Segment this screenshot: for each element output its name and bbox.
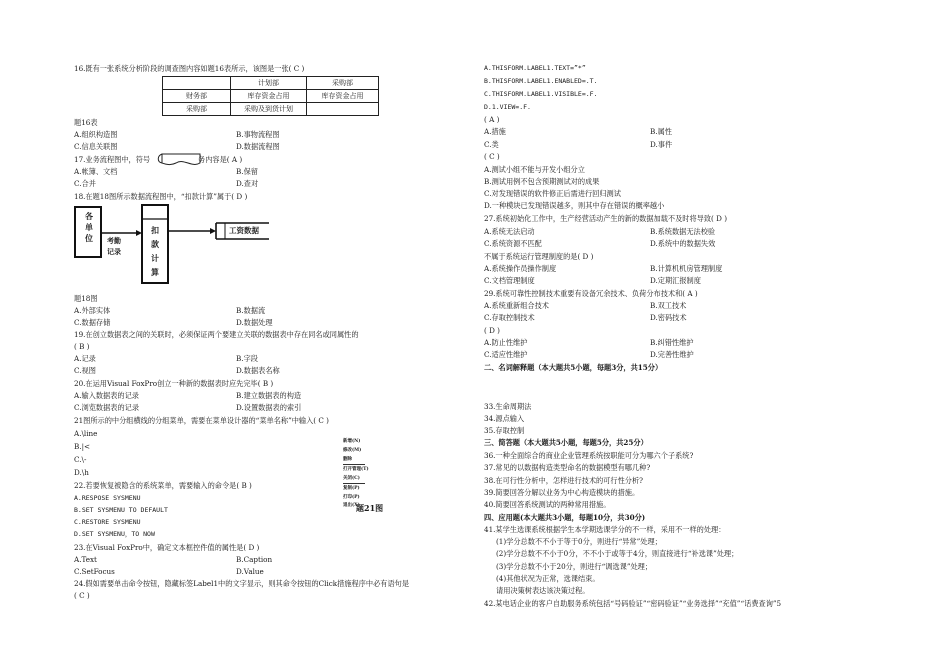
list-item: (2)学分总数不不小于0分，不不小于或等于4分，则直接进行“补选课”处理；: [496, 549, 739, 558]
question-27: 27.系统初始化工作中，生产经营活动产生的新的数据加载不及时将导致( D ): [484, 214, 727, 223]
table-cell: 采购及到货计划: [231, 103, 307, 116]
option: A.输入数据表的记录: [74, 391, 139, 400]
option: D.设置数据表的索引: [236, 403, 302, 412]
data-store-label: 工资数据: [229, 226, 259, 235]
option: A.Text: [74, 555, 97, 564]
option: A.系统重新组合技术: [484, 301, 549, 310]
option: A.组织构造图: [74, 130, 118, 139]
option: B.测试用例不包含预期测试对的成果: [484, 177, 600, 186]
option: B.系统数据无法校验: [650, 227, 716, 236]
menu-item: 修改(M): [343, 448, 362, 453]
option: A.THISFORM.LABEL1.TEXT=”*”: [484, 64, 586, 72]
table-cell: 财务部: [163, 90, 231, 103]
external-entity-label: 各 单 位: [85, 211, 93, 243]
question-35: 35.存取控制: [484, 426, 525, 435]
question-40: 40.简要回答系统测试的两种常用措施。: [484, 500, 611, 509]
option: C.\-: [74, 455, 87, 464]
option: A.测试小组不能与开发小组分立: [484, 165, 585, 174]
menu-item: 复制(P): [343, 486, 360, 491]
option: C.合并: [74, 179, 96, 188]
option: A.系统操作员操作制度: [484, 264, 557, 273]
option: D.密码技术: [650, 313, 687, 322]
option: B.纠错性维护: [650, 338, 694, 347]
option: B.属性: [650, 127, 672, 136]
table-cell: 库存资金占用: [231, 90, 307, 103]
question-24: 24.假如需要单击命令按钮，隐藏标签Label1中的文字显示，则其命令按钮的Click措施程序中必有语句是: [74, 579, 410, 588]
question-37: 37.常见的以数据构造类型命名的数据模型有哪几种?: [484, 463, 651, 472]
option: C.系统资源不匹配: [484, 239, 542, 248]
option: D.数据处理: [236, 318, 273, 327]
option: A.防止性维护: [484, 338, 528, 347]
question-21: 21图所示的中分组横线的分组菜单，需要在菜单设计器的“菜单名称”中输入( C ): [74, 416, 329, 425]
question-39: 39.简要回答分解以业务为中心构造模块的措施。: [484, 488, 640, 497]
option: D.数据表名称: [236, 366, 280, 375]
option: A.记录: [74, 354, 96, 363]
figure-18-caption: 题18图: [74, 294, 98, 303]
option: D.定期汇报制度: [650, 276, 701, 285]
option: D.完善性维护: [650, 350, 694, 359]
option: D.数据流程图: [236, 142, 280, 151]
option: C.视图: [74, 366, 96, 375]
question-23: 23.在Visual FoxPro中，确定文本框控件值的属性是( D ): [74, 543, 260, 552]
option: B.双工技术: [650, 301, 687, 310]
option: C.浏览数据表的记录: [74, 403, 140, 412]
question-42: 42.某电话企业的客户自助服务系统包括“号码验证”“密码验证”“业务选择”“充值”“话费查询”5: [484, 599, 782, 608]
figure-21-menu: [343, 438, 395, 510]
table-16: [162, 76, 379, 116]
menu-item: 退出(X): [343, 503, 360, 508]
option: D.一种模块已发现错误越多，则其中存在错误的概率越小: [484, 201, 665, 210]
option: D.1.VIEW=.F.: [484, 103, 531, 111]
option: B.THISFORM.LABEL1.ENABLED=.T.: [484, 77, 598, 85]
menu-separator: [343, 464, 365, 465]
table-cell: 采购部: [307, 77, 379, 90]
option: B.|<: [74, 442, 91, 451]
answer-25: ( A ): [484, 115, 500, 124]
option: C.类: [484, 140, 499, 149]
question-28: 不属于系统运行管理制度的是( D ): [484, 252, 594, 261]
option: C.存取控制技术: [484, 313, 535, 322]
figure-18-diagram: [73, 203, 273, 285]
menu-item: 打印(P): [343, 495, 360, 500]
list-item: (1)学分总数不不小于等于0分，则进行“异常”处理；: [496, 537, 662, 546]
menu-separator: [343, 483, 365, 484]
table-cell: 库存资金占用: [307, 90, 379, 103]
option: B.建立数据表的构造: [236, 391, 302, 400]
table-cell: 计划部: [231, 77, 307, 90]
figure-21-caption: 题21图: [356, 503, 384, 513]
option: B.计算机机房管理制度: [650, 264, 723, 273]
option: C.SetFocus: [74, 567, 115, 576]
section-4-heading: 四、应用题(本大题共3小题，每题10分，共30分): [484, 513, 646, 522]
option: A.系统无法启动: [484, 227, 535, 236]
answer-30: ( D ): [484, 326, 500, 335]
question-19: 19.在创立数据表之间的关联时，必须保证两个要建立关联的数据表中存在同名或同属性的: [74, 330, 359, 339]
option: D.查对: [236, 179, 259, 188]
diagram-lines: [73, 203, 273, 285]
section-2-heading: 二、名词解释题（本大题共5小题，每题3分，共15分）: [484, 363, 663, 372]
question-41-instruction: 请用决策树表达该决策过程。: [496, 586, 590, 595]
question-17-part-1: 17.业务流程图中，符号: [74, 155, 151, 164]
menu-item: 新增(N): [343, 439, 361, 444]
option: C.RESTORE SYSMENU: [74, 518, 141, 526]
question-20: 20.在运用Visual FoxPro创立一种新的数据表时应先完毕( B ): [74, 379, 274, 388]
option: A.RESPOSE SYSMENU: [74, 494, 141, 502]
option: C.对发现错误的软件修正后需进行回归测试: [484, 189, 621, 198]
option: A.\line: [74, 429, 98, 438]
list-item: (4)其他状况为正常，选课结束。: [496, 574, 600, 583]
menu-item: 删除: [343, 457, 352, 462]
table-16-caption: 题16表: [74, 118, 98, 127]
option: B.事物流程图: [236, 130, 280, 139]
option: D.\h: [74, 468, 89, 477]
option: B.字段: [236, 354, 258, 363]
question-33: 33.生命周期法: [484, 402, 532, 411]
data-flow-label: 考勤 记录: [107, 236, 121, 256]
option: C.THISFORM.LABEL1.VISIBLE=.F.: [484, 90, 598, 98]
option: A.帐簿、文档: [74, 167, 118, 176]
menu-item: 打开管理(T): [343, 467, 369, 472]
option: B.数据流: [236, 306, 266, 315]
option: C.数据存储: [74, 318, 111, 327]
menu-item: 关闭(C): [343, 476, 360, 481]
question-36: 36.一种全面综合的商业企业管理系统按职能可分为哪六个子系统?: [484, 451, 694, 460]
list-item: (3)学分总数不小于20分，则进行“调选课”处理；: [496, 562, 653, 571]
section-3-heading: 三、简答题（本大题共5小题，每题5分，共25分）: [484, 438, 648, 447]
question-29: 29.系统可靠性控制技术重要有设备冗余技术、负荷分布技术和( A ): [484, 289, 698, 298]
answer-24: ( C ): [74, 591, 90, 600]
question-16: 16.既有一张系统分析阶段的调查图内容如题16表所示，该图是一张( C ): [74, 64, 305, 73]
question-18: 18.在题18图所示数据流程图中，“扣款计算”属于( D ): [74, 192, 248, 201]
option: A.措施: [484, 127, 506, 136]
option: C.文档管理制度: [484, 276, 535, 285]
option: D.Value: [236, 567, 264, 576]
table-cell: [163, 77, 231, 90]
table-cell: 采购部: [163, 103, 231, 116]
option: D.系统中的数据失效: [650, 239, 716, 248]
answer-19: ( B ): [74, 342, 90, 351]
option: A.外部实体: [74, 306, 111, 315]
document-symbol-icon: [156, 152, 202, 170]
option: C.适应性维护: [484, 350, 528, 359]
option: D.事件: [650, 140, 673, 149]
table-cell: [307, 103, 379, 116]
option: D.SET SYSMENU，TO NOW: [74, 530, 155, 538]
question-41: 41.某学生选课系统根据学生本学期选课学分的不一样，采用不一样的处理：: [484, 525, 726, 534]
option: B.Caption: [236, 555, 273, 564]
option: C.信息关联图: [74, 142, 118, 151]
question-17-part-2: 务内容是( A ): [198, 155, 243, 164]
answer-26: ( C ): [484, 152, 500, 161]
question-34: 34.源点输入: [484, 414, 525, 423]
option: B.保留: [236, 167, 258, 176]
question-38: 38.在可行性分析中，怎样进行技术的可行性分析?: [484, 476, 644, 485]
option: B.SET SYSMENU TO DEFAULT: [74, 506, 168, 514]
process-label: 扣 款 计 算: [151, 225, 159, 277]
question-22: 22.若要恢复被隐含的系统菜单，需要输入的命令是( B ): [74, 481, 252, 490]
